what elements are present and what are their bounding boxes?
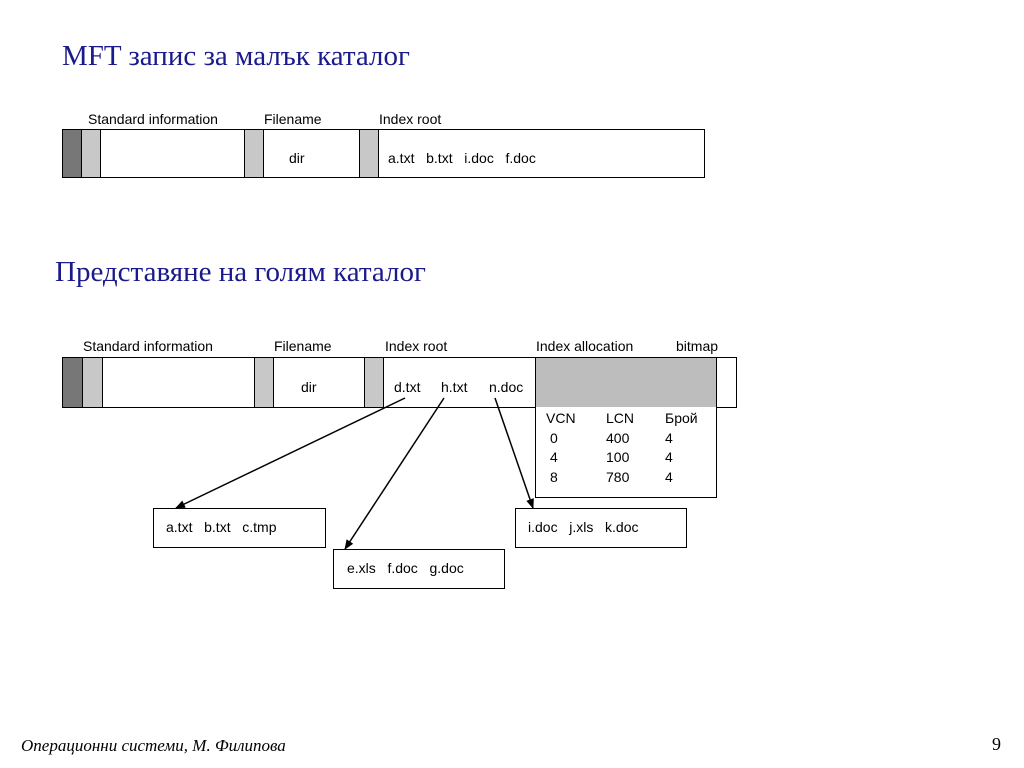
runs-cell: 4: [665, 429, 673, 446]
footer-text: Операционни системи, М. Филипова: [21, 736, 286, 755]
runs-cell: 400: [606, 429, 630, 446]
runs-header: LCN: [606, 410, 635, 426]
filename-value: dir: [301, 379, 317, 395]
arrow-n-doc-to-right-buffer: [495, 398, 533, 508]
runs-cell: 4: [550, 449, 558, 465]
label-bitmap: bitmap: [676, 338, 719, 354]
runs-cell: 4: [665, 468, 673, 485]
index-buffer-middle-entries: e.xls f.doc g.doc: [347, 560, 464, 576]
label-index-root: Index root: [385, 338, 448, 354]
title-small-directory: MFT запис за малък каталог: [62, 40, 410, 72]
title-large-directory: Представяне на голям каталог: [55, 256, 426, 288]
index-buffer-right-entries: i.doc j.xls k.doc: [528, 519, 639, 535]
label-standard-information: Standard information: [88, 111, 218, 127]
runs-cell: 100: [606, 449, 630, 465]
label-index-allocation: Index allocation: [536, 338, 634, 354]
runs-header: Брой: [665, 410, 698, 426]
index-root-entries: a.txt b.txt i.doc f.doc: [388, 150, 536, 166]
label-index-root: Index root: [379, 111, 442, 127]
index-buffer-left-entries: a.txt b.txt c.tmp: [166, 519, 277, 535]
runs-header: VCN: [546, 410, 576, 426]
runs-cell: 0: [550, 429, 558, 446]
filename-value: dir: [289, 150, 305, 166]
arrow-h-txt-to-middle-buffer: [345, 398, 444, 549]
runs-cell: 4: [665, 449, 673, 465]
label-filename: Filename: [264, 111, 322, 127]
runs-cell: 780: [606, 468, 630, 485]
arrow-d-txt-to-left-buffer: [176, 398, 405, 508]
label-standard-information: Standard information: [83, 338, 213, 354]
index-entry-h-txt: h.txt: [441, 379, 468, 395]
runs-cell: 8: [550, 468, 558, 485]
label-filename: Filename: [274, 338, 332, 354]
page-number: 9: [992, 734, 1001, 754]
index-entry-d-txt: d.txt: [394, 379, 421, 395]
index-entry-n-doc: n.doc: [489, 379, 524, 395]
